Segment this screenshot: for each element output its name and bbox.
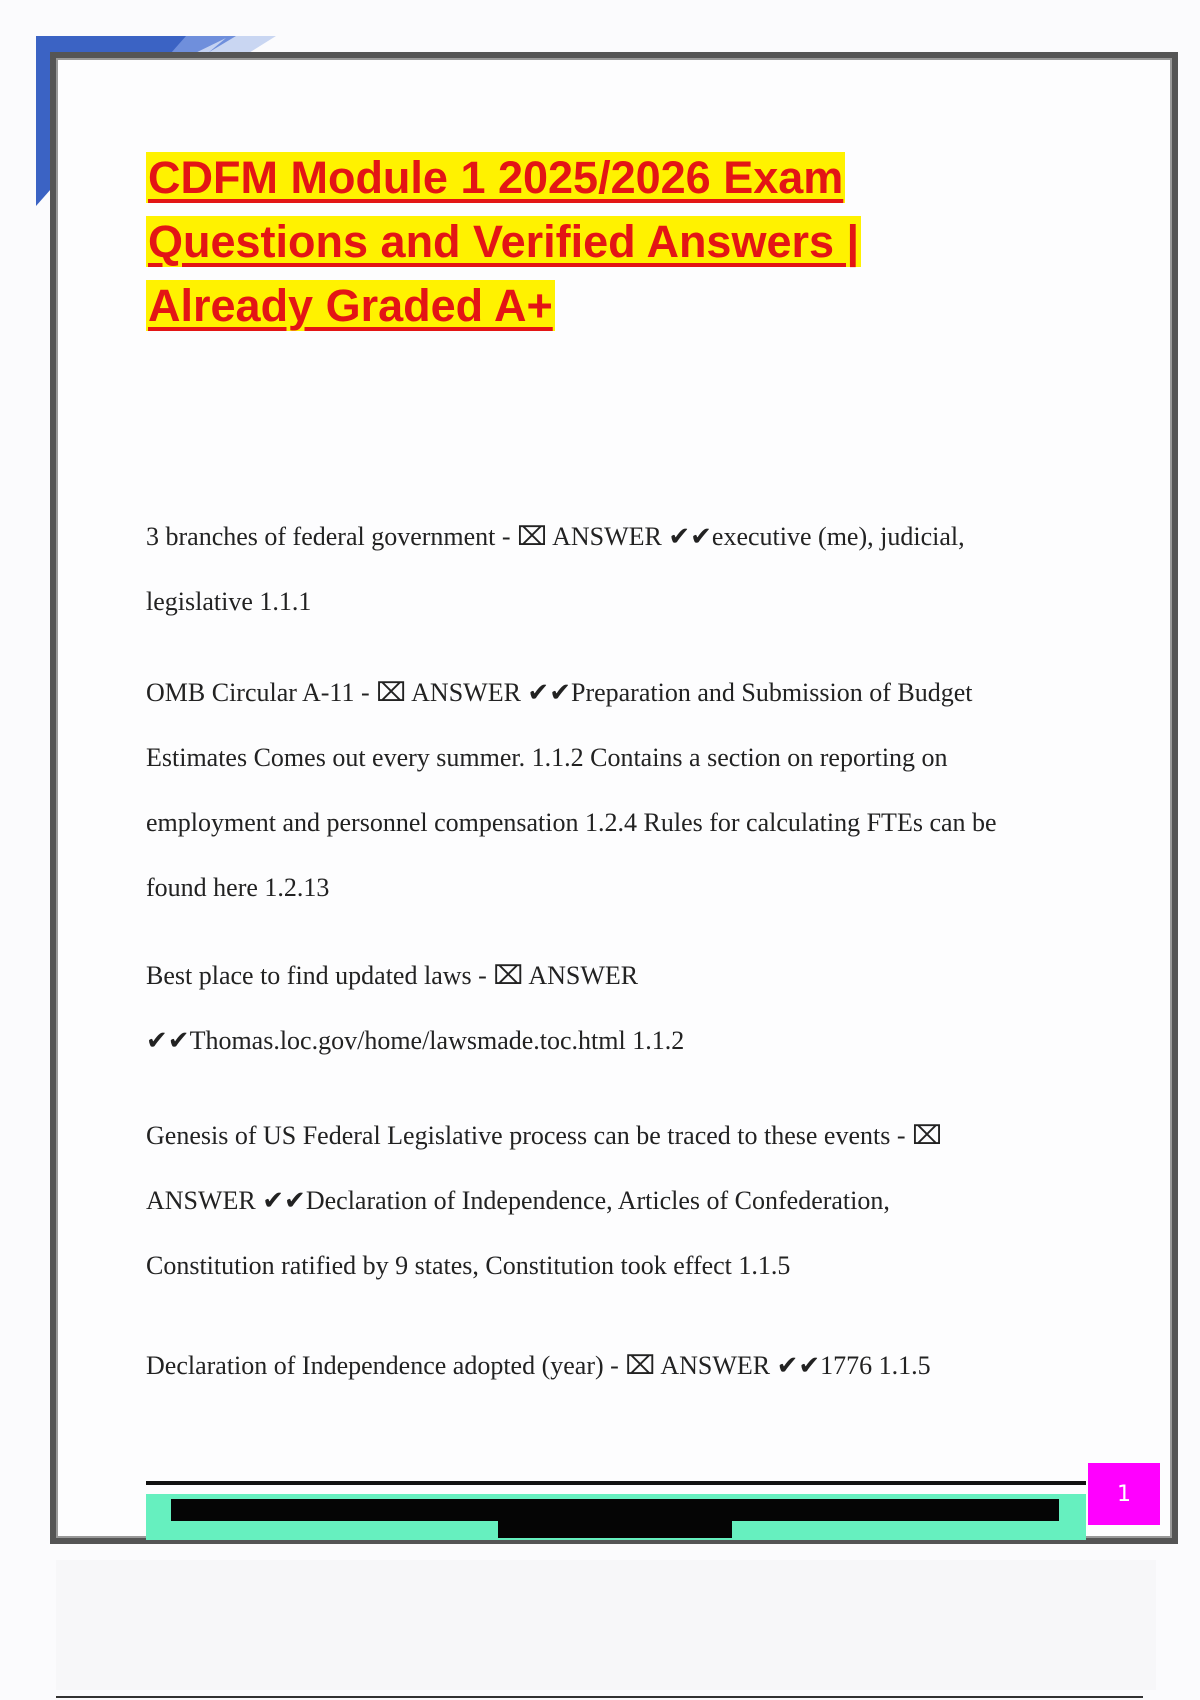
qa-item <box>146 1103 1086 1298</box>
qa-line: Genesis of US Federal Legislative process can be traced to these events - ⌧ <box>146 1121 942 1150</box>
qa-item <box>146 660 1086 920</box>
qa-item <box>146 1333 1086 1398</box>
title-line-1: CDFM Module 1 2025/2026 Exam <box>148 152 844 203</box>
qa-line: legislative 1.1.1 <box>146 587 312 616</box>
qa-line: Constitution ratified by 9 states, Constitution took effect 1.1.5 <box>146 1251 791 1280</box>
qa-line: ANSWER ✔✔Declaration of Independence, Articles of Confederation, <box>146 1186 890 1215</box>
title-line-3: Already Graded A+ <box>148 280 553 331</box>
document-title <box>146 146 946 338</box>
qa-line: employment and personnel compensation 1.2.4 Rules for calculating FTEs can be <box>146 808 997 837</box>
qa-item <box>146 943 1086 1073</box>
page-number-badge: 1 <box>1088 1463 1160 1525</box>
footer-redaction-bar-small <box>498 1521 732 1538</box>
qa-line: Declaration of Independence adopted (year) - ⌧ ANSWER ✔✔1776 1.1.5 <box>146 1351 931 1380</box>
footer-rule <box>146 1481 1086 1485</box>
qa-line: Best place to find updated laws - ⌧ ANSWER <box>146 961 639 990</box>
title-line-2: Questions and Verified Answers | <box>148 216 860 267</box>
qa-line: OMB Circular A-11 - ⌧ ANSWER ✔✔Preparation and Submission of Budget <box>146 678 973 707</box>
qa-line: found here 1.2.13 <box>146 873 330 902</box>
page-shadow <box>56 1560 1156 1690</box>
bottom-line <box>56 1696 1143 1698</box>
qa-line: Estimates Comes out every summer. 1.1.2 Contains a section on reporting on <box>146 743 948 772</box>
qa-item <box>146 504 1086 634</box>
footer-redaction-bar <box>171 1499 1059 1521</box>
qa-line: ✔✔Thomas.loc.gov/home/lawsmade.toc.html 1.1.2 <box>146 1026 685 1055</box>
qa-line: 3 branches of federal government - ⌧ ANSWER ✔✔executive (me), judicial, <box>146 522 965 551</box>
